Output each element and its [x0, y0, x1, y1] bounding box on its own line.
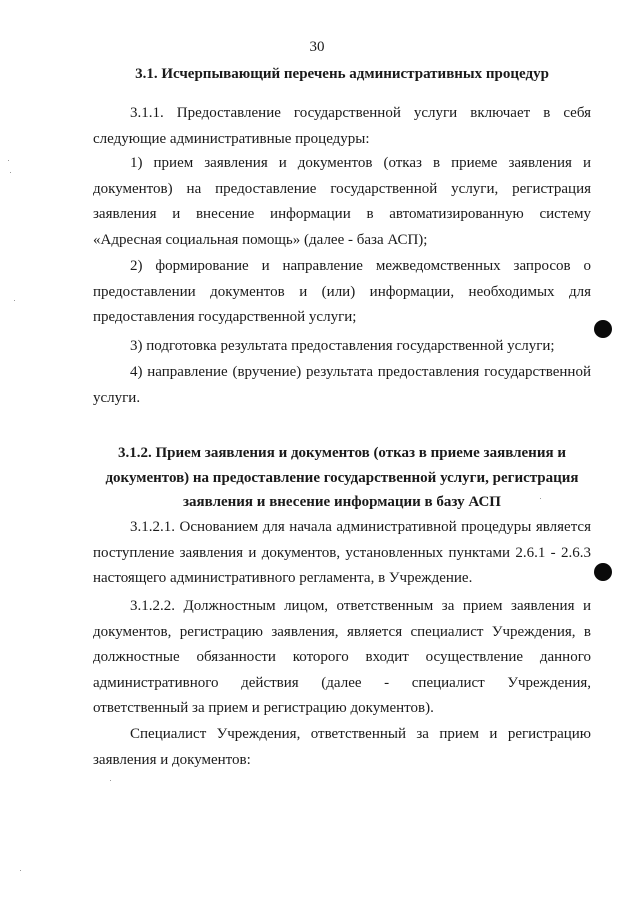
punch-hole-mark	[594, 563, 612, 581]
scan-speck	[110, 780, 111, 781]
list-item-3: 3) подготовка результата предоставления государственной услуги;	[130, 338, 555, 354]
scan-speck	[10, 172, 11, 173]
punch-hole-mark	[594, 320, 612, 338]
section-heading-3-1-2: 3.1.2. Прием заявления и документов (отказ в приеме заявления и документов) на предоставление государственной услуги, регистрация заявления и внесение информации в базу АСП	[105, 445, 579, 510]
paragraph-3-1-2-2: 3.1.2.2. Должностным лицом, ответственным за прием заявления и документов, регистрацию заявления, является специалист Учреждения, в должностные обязанности которого входит осуществление данного административного действия (далее - специалист Учреждения, ответственный за прием и регистрацию документов).	[93, 598, 591, 716]
list-item-1: 1) прием заявления и документов (отказ в приеме заявления и документов) на предоставление государственной услуги, регистрация заявления и внесение информации в автоматизированную систему «Адресная социальная помощь» (далее - база АСП);	[93, 155, 591, 248]
list-item-4: 4) направление (вручение) результата предоставления государственной услуги.	[93, 364, 591, 406]
scan-speck	[20, 870, 21, 871]
page-number: 30	[309, 39, 325, 55]
scan-speck	[8, 160, 9, 161]
paragraph-3-1-1: 3.1.1. Предоставление государственной услуги включает в себя следующие административные процедуры:	[93, 105, 591, 147]
section-heading-3-1: 3.1. Исчерпывающий перечень административных процедур	[135, 66, 549, 82]
scan-speck	[14, 300, 15, 301]
list-item-2: 2) формирование и направление межведомственных запросов о предоставлении документов и (или) информации, необходимых для предоставления государственной услуги;	[93, 258, 591, 325]
paragraph-3-1-2-1: 3.1.2.1. Основанием для начала административной процедуры является поступление заявления и документов, установленных пунктами 2.6.1 - 2.6.3 настоящего административного регламента, в Учреждение.	[93, 519, 591, 586]
paragraph-specialist: Специалист Учреждения, ответственный за прием и регистрацию заявления и документов:	[93, 726, 591, 768]
scan-speck	[540, 498, 541, 499]
